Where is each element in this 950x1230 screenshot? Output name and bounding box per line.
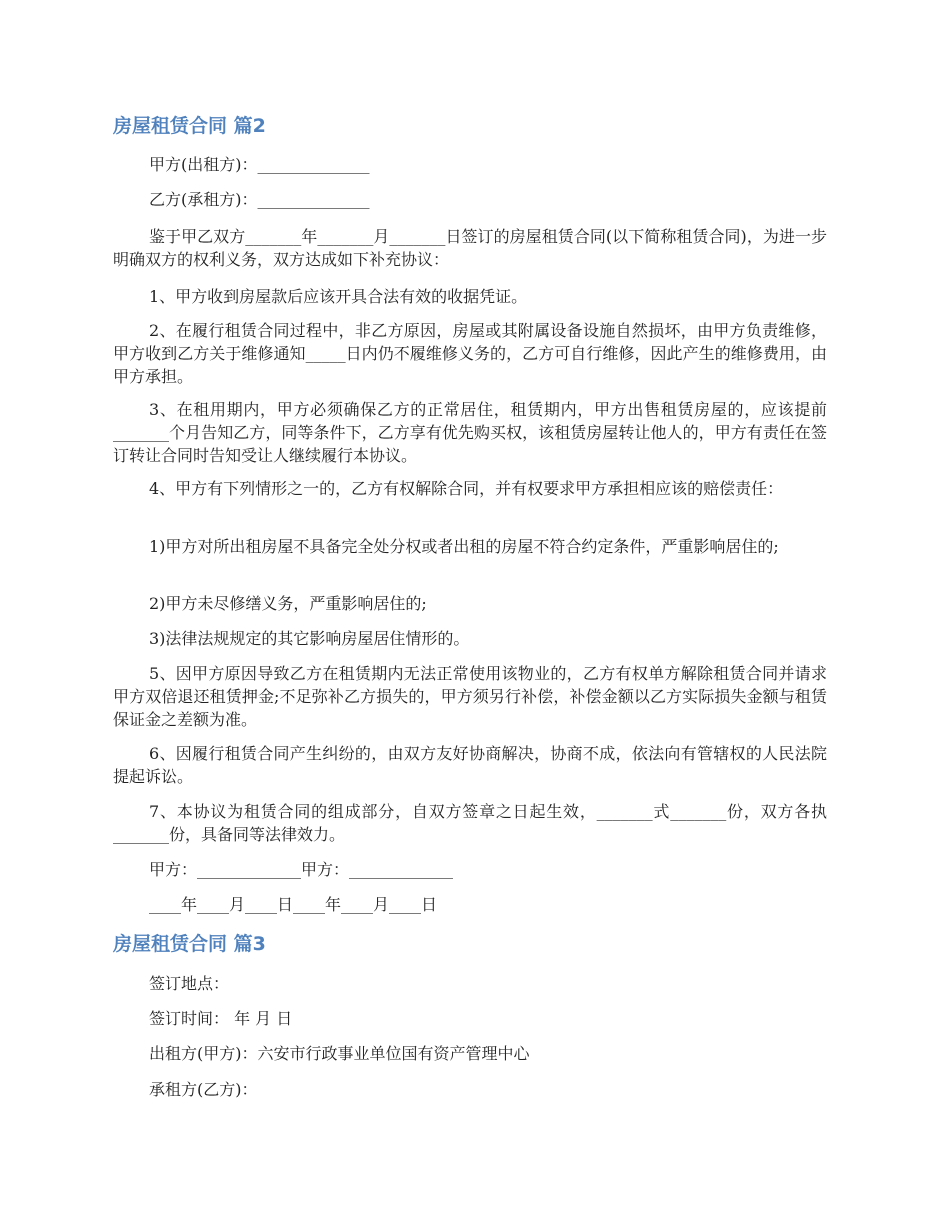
- section-heading: 房屋租赁合同 篇3: [113, 933, 266, 955]
- clause-3: 3、在租用期内，甲方必须确保乙方的正常居住，租赁期内，甲方出售租赁房屋的，应该提前_______个月告知乙方，同等条件下，乙方享有优先购买权，该租赁房屋转让他人的，甲方有责任在签订转让合同时告知受让人继续履行本协议。: [113, 400, 827, 465]
- clause-7: 7、本协议为租赁合同的组成部分，自双方签章之日起生效，_______式_______份，双方各执_______份，具备同等法律效力。: [113, 802, 827, 844]
- clause-2: 2、在履行租赁合同过程中，非乙方原因，房屋或其附属设备设施自然损坏，由甲方负责维修，甲方收到乙方关于维修通知_____日内仍不履维修义务的，乙方可自行维修，因此产生的维修费用，由甲方承担。: [113, 321, 827, 386]
- lessee-party: 承租方(乙方)：: [149, 1080, 258, 1099]
- preamble-paragraph: 鉴于甲乙双方_______年_______月_______日签订的房屋租赁合同(以下简称租赁合同)，为进一步明确双方的权利义务，双方达成如下补充协议：: [113, 227, 827, 269]
- clause-4-item-2: 2)甲方未尽修缮义务，严重影响居住的;: [149, 594, 427, 613]
- date-line: ____年____月____日____年____月____日: [149, 895, 438, 914]
- clause-6: 6、因履行租赁合同产生纠纷的，由双方友好协商解决，协商不成，依法向有管辖权的人民法院提起诉讼。: [113, 744, 827, 786]
- section-heading: 房屋租赁合同 篇2: [113, 115, 266, 137]
- clause-1: 1、甲方收到房屋款后应该开具合法有效的收据凭证。: [149, 287, 528, 306]
- clause-4: 4、甲方有下列情形之一的，乙方有权解除合同，并有权要求甲方承担相应该的赔偿责任：: [149, 479, 784, 498]
- lessee-field: 乙方(承租方)：______________: [149, 190, 370, 209]
- clause-5: 5、因甲方原因导致乙方在租赁期内无法正常使用该物业的，乙方有权单方解除租赁合同并请求甲方双倍退还租赁押金;不足弥补乙方损失的，甲方须另行补偿，补偿金额以乙方实际损失金额与租赁保证金之差额为准。: [113, 664, 827, 729]
- signing-place: 签订地点：: [149, 974, 230, 993]
- signing-time: 签订时间： 年 月 日: [149, 1009, 293, 1028]
- clause-4-item-1: 1)甲方对所出租房屋不具备完全处分权或者出租的房屋不符合约定条件，严重影响居住的;: [149, 537, 779, 556]
- lessor-field: 甲方(出租方)：______________: [149, 155, 370, 174]
- signature-line: 甲方：_____________甲方：_____________: [149, 860, 454, 879]
- clause-4-item-3: 3)法律法规规定的其它影响房屋居住情形的。: [149, 629, 470, 648]
- lessor-party: 出租方(甲方)：六安市行政事业单位国有资产管理中心: [149, 1044, 530, 1063]
